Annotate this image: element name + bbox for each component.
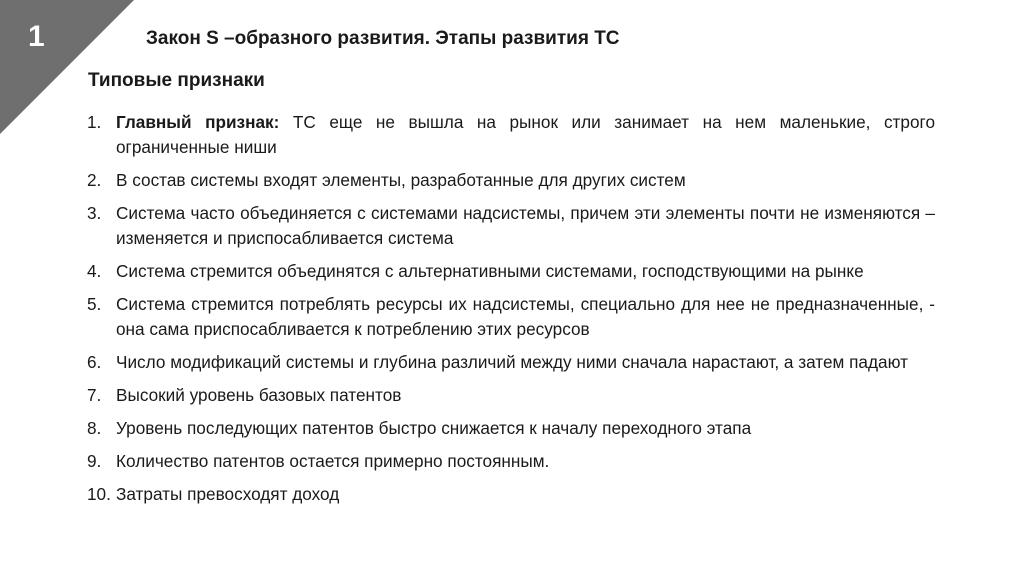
item-text: Затраты превосходят доход <box>116 484 340 504</box>
item-body: ТС еще не вышла на рынок или занимает на нем маленькие, строго ограниченные ниши <box>116 112 935 157</box>
item-number: 3. <box>87 203 102 223</box>
item-text: Количество патентов остается примерно постоянным. <box>116 451 550 471</box>
list-item <box>87 292 935 342</box>
item-number: 9. <box>87 451 102 471</box>
item-number: 8. <box>87 418 102 438</box>
item-number: 2. <box>87 170 102 190</box>
slide-number: 1 <box>28 20 45 53</box>
section-heading: Типовые признаки <box>88 70 265 91</box>
item-text <box>116 110 935 160</box>
list-item <box>87 201 935 251</box>
item-number: 6. <box>87 352 102 372</box>
item-number: 4. <box>87 261 102 281</box>
item-number: 7. <box>87 385 102 405</box>
item-text: Число модификаций системы и глубина различий между ними сначала нарастают, а затем падают <box>116 352 908 372</box>
item-text: Высокий уровень базовых патентов <box>116 385 402 405</box>
item-text: Система стремится потреблять ресурсы их надсистемы, специально для нее не предназначенные, - она сама приспосабливается к потреблению этих ресурсов <box>116 294 935 339</box>
item-text: В состав системы входят элементы, разработанные для других систем <box>116 170 686 190</box>
list-item <box>87 383 935 408</box>
item-bold-label: Главный признак: <box>116 112 280 132</box>
list-item <box>87 416 935 441</box>
list-item <box>87 259 935 284</box>
list-item <box>87 110 935 160</box>
list-item <box>87 168 935 193</box>
item-number: 1. <box>87 112 102 132</box>
list-item <box>87 449 935 474</box>
item-text: Система часто объединяется с системами надсистемы, причем эти элементы почти не изменяются – изменяется и приспосабливается система <box>116 203 935 248</box>
item-number: 10. <box>87 484 111 504</box>
feature-list <box>87 110 935 507</box>
slide-title: Закон S –образного развития. Этапы развития ТС <box>146 28 620 49</box>
item-number: 5. <box>87 294 102 314</box>
list-item <box>87 350 935 375</box>
list-item <box>87 482 935 507</box>
item-text: Система стремится объединятся с альтернативными системами, господствующими на рынке <box>116 261 864 281</box>
item-text: Уровень последующих патентов быстро снижается к началу переходного этапа <box>116 418 752 438</box>
